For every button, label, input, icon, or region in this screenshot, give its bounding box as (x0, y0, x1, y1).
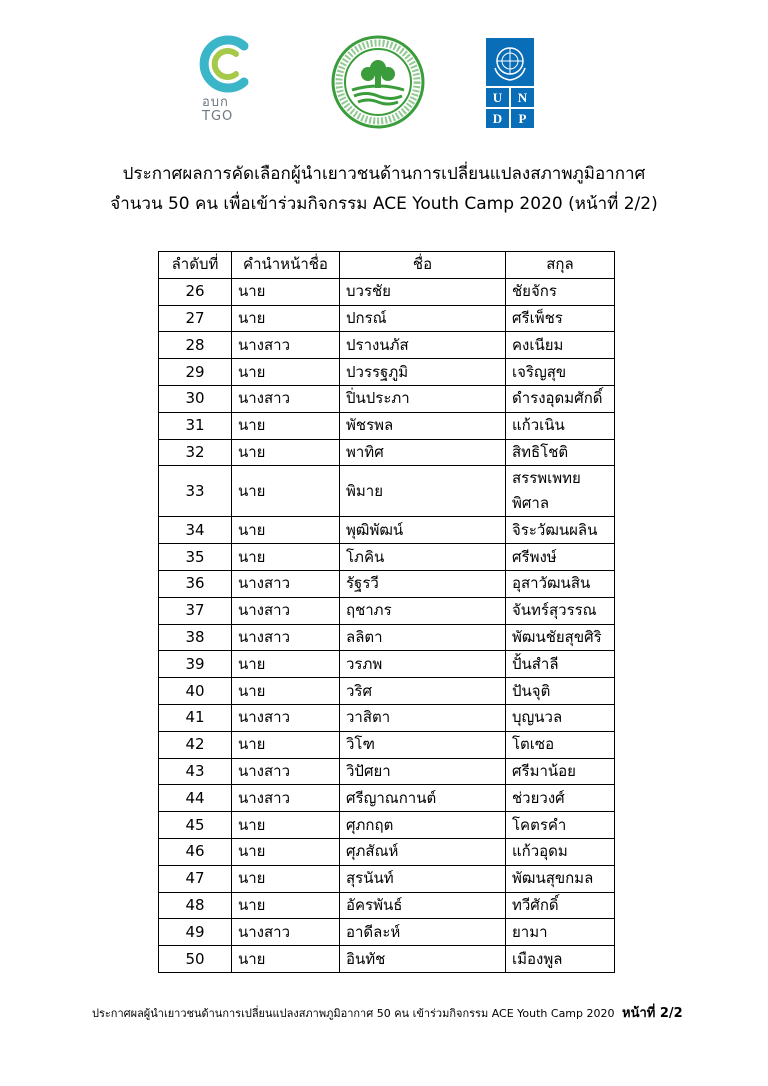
cell-last-name: เมืองพูล (506, 946, 615, 973)
table-row (159, 359, 615, 386)
table-row (159, 570, 615, 597)
cell-prefix: นาย (232, 466, 340, 517)
cell-last-name: ปั้นสำลี (506, 651, 615, 678)
cell-order: 50 (159, 946, 232, 973)
cell-first-name: ศุภกฤต (340, 812, 506, 839)
cell-order: 46 (159, 838, 232, 865)
header-last-name: สกุล (506, 252, 615, 279)
cell-first-name: ศุภสัณห์ (340, 838, 506, 865)
cell-last-name: แก้วเนิน (506, 412, 615, 439)
table-row (159, 704, 615, 731)
cell-first-name: พัชรพล (340, 412, 506, 439)
table-row (159, 731, 615, 758)
tgo-c-icon (196, 34, 262, 94)
cell-prefix: นางสาว (232, 758, 340, 785)
table-row (159, 812, 615, 839)
cell-last-name: สรรพเพทยพิศาล (506, 466, 615, 517)
logo-row (0, 34, 768, 134)
cell-prefix: นาย (232, 412, 340, 439)
cell-order: 29 (159, 359, 232, 386)
cell-order: 49 (159, 919, 232, 946)
cell-first-name: ศรีญาณกานต์ (340, 785, 506, 812)
cell-prefix: นางสาว (232, 385, 340, 412)
table-row (159, 865, 615, 892)
table-row (159, 651, 615, 678)
table-row (159, 439, 615, 466)
cell-last-name: โคตรคำ (506, 812, 615, 839)
tgo-text-latin: TGO (202, 109, 234, 124)
cell-order: 42 (159, 731, 232, 758)
cell-first-name: อัครพันธ์ (340, 892, 506, 919)
cell-order: 36 (159, 570, 232, 597)
cell-last-name: ศรีพงษ์ (506, 544, 615, 571)
cell-first-name: ฤชาภร (340, 597, 506, 624)
cell-prefix: นาย (232, 517, 340, 544)
cell-last-name: ศรีมาน้อย (506, 758, 615, 785)
undp-logo (486, 38, 534, 128)
cell-prefix: นาย (232, 892, 340, 919)
cell-order: 47 (159, 865, 232, 892)
page-title-line2: จำนวน 50 คน เพื่อเข้าร่วมกิจกรรม ACE Youth Camp 2020 (หน้าที่ 2/2) (110, 194, 658, 214)
cell-last-name: ศรีเพ็ชร (506, 305, 615, 332)
table-header-row (159, 252, 615, 279)
cell-prefix: นาย (232, 812, 340, 839)
table-row (159, 278, 615, 305)
cell-last-name: สิทธิโชติ (506, 439, 615, 466)
cell-first-name: วิโฑ (340, 731, 506, 758)
cell-order: 37 (159, 597, 232, 624)
cell-prefix: นางสาว (232, 919, 340, 946)
cell-last-name: ดำรงอุดมศักดิ์ (506, 385, 615, 412)
cell-last-name: โตเซอ (506, 731, 615, 758)
cell-first-name: บวรชัย (340, 278, 506, 305)
table-row (159, 597, 615, 624)
cell-prefix: นางสาว (232, 332, 340, 359)
cell-last-name: อุสาวัฒนสิน (506, 570, 615, 597)
undp-letter: P (511, 109, 534, 128)
cell-last-name: จิระวัฒนผลิน (506, 517, 615, 544)
header-prefix: คำนำหน้าชื่อ (232, 252, 340, 279)
cell-order: 33 (159, 466, 232, 517)
cell-first-name: วิปัศยา (340, 758, 506, 785)
cell-order: 48 (159, 892, 232, 919)
undp-letter: D (486, 109, 509, 128)
cell-order: 34 (159, 517, 232, 544)
table-row (159, 624, 615, 651)
undp-letter: U (486, 88, 509, 107)
cell-order: 39 (159, 651, 232, 678)
table-row (159, 758, 615, 785)
cell-order: 30 (159, 385, 232, 412)
cell-prefix: นางสาว (232, 785, 340, 812)
cell-last-name: ปันจุติ (506, 678, 615, 705)
cell-prefix: นาย (232, 439, 340, 466)
tgo-wordmark (202, 96, 233, 124)
table-row (159, 919, 615, 946)
cell-prefix: นาย (232, 865, 340, 892)
cell-prefix: นาย (232, 946, 340, 973)
cell-last-name: เจริญสุข (506, 359, 615, 386)
cell-order: 38 (159, 624, 232, 651)
cell-prefix: นางสาว (232, 597, 340, 624)
cell-first-name: วาสิตา (340, 704, 506, 731)
cell-last-name: ชัยจักร (506, 278, 615, 305)
cell-prefix: นาย (232, 305, 340, 332)
table-row (159, 544, 615, 571)
table-row (159, 332, 615, 359)
cell-first-name: โภคิน (340, 544, 506, 571)
cell-first-name: ลลิตา (340, 624, 506, 651)
results-table (158, 251, 615, 973)
cell-order: 40 (159, 678, 232, 705)
deqp-seal-logo (330, 34, 426, 130)
header-first-name: ชื่อ (340, 252, 506, 279)
un-emblem-icon (486, 38, 534, 86)
cell-prefix: นาย (232, 651, 340, 678)
cell-first-name: รัฐรวี (340, 570, 506, 597)
cell-first-name: วรภพ (340, 651, 506, 678)
table-body (159, 278, 615, 972)
cell-first-name: สุรนันท์ (340, 865, 506, 892)
table-row (159, 892, 615, 919)
cell-last-name: จันทร์สุวรรณ (506, 597, 615, 624)
cell-prefix: นาย (232, 278, 340, 305)
table-row (159, 385, 615, 412)
cell-prefix: นาย (232, 359, 340, 386)
footer-text: ประกาศผลผู้นำเยาวชนด้านการเปลี่ยนแปลงสภาพภูมิอากาศ 50 คน เข้าร่วมกิจกรรม ACE Youth Camp 2020 (92, 1007, 615, 1020)
table-row (159, 466, 615, 517)
footer-page-number: หน้าที่ 2/2 (622, 1006, 683, 1021)
cell-first-name: วริศ (340, 678, 506, 705)
header-order: ลำดับที่ (159, 252, 232, 279)
cell-prefix: นางสาว (232, 624, 340, 651)
cell-prefix: นาย (232, 838, 340, 865)
cell-prefix: นาย (232, 678, 340, 705)
cell-last-name: พัฒนชัยสุขศิริ (506, 624, 615, 651)
table-row (159, 946, 615, 973)
tgo-text-thai: อบก (202, 95, 229, 110)
table-row (159, 838, 615, 865)
page-title-line1: ประกาศผลการคัดเลือกผู้นำเยาวชนด้านการเปลี่ยนแปลงสภาพภูมิอากาศ (122, 164, 646, 184)
cell-last-name: พัฒนสุขกมล (506, 865, 615, 892)
cell-last-name: ทวีศักดิ์ (506, 892, 615, 919)
cell-first-name: ปิ่นประภา (340, 385, 506, 412)
cell-prefix: นาย (232, 731, 340, 758)
cell-prefix: นางสาว (232, 570, 340, 597)
table-row (159, 305, 615, 332)
table-row (159, 785, 615, 812)
cell-order: 43 (159, 758, 232, 785)
cell-last-name: คงเนียม (506, 332, 615, 359)
cell-first-name: ปกรณ์ (340, 305, 506, 332)
cell-first-name: ปรางนภัส (340, 332, 506, 359)
cell-order: 35 (159, 544, 232, 571)
cell-order: 41 (159, 704, 232, 731)
table-row (159, 517, 615, 544)
cell-first-name: พุฒิพัฒน์ (340, 517, 506, 544)
cell-order: 26 (159, 278, 232, 305)
cell-order: 32 (159, 439, 232, 466)
cell-prefix: นาย (232, 544, 340, 571)
cell-order: 45 (159, 812, 232, 839)
undp-letter: N (511, 88, 534, 107)
cell-last-name: ช่วยวงศ์ (506, 785, 615, 812)
cell-last-name: บุญนวล (506, 704, 615, 731)
cell-first-name: พาทิศ (340, 439, 506, 466)
cell-order: 31 (159, 412, 232, 439)
table-row (159, 412, 615, 439)
cell-first-name: อินทัช (340, 946, 506, 973)
cell-last-name: ยามา (506, 919, 615, 946)
cell-first-name: พิมาย (340, 466, 506, 517)
cell-prefix: นางสาว (232, 704, 340, 731)
cell-order: 28 (159, 332, 232, 359)
tgo-logo (196, 34, 262, 129)
deqp-seal-icon (330, 34, 426, 130)
table-row (159, 678, 615, 705)
cell-last-name: แก้วอุดม (506, 838, 615, 865)
cell-order: 44 (159, 785, 232, 812)
cell-order: 27 (159, 305, 232, 332)
cell-first-name: ปวรรฐภูมิ (340, 359, 506, 386)
cell-first-name: อาดีละห์ (340, 919, 506, 946)
